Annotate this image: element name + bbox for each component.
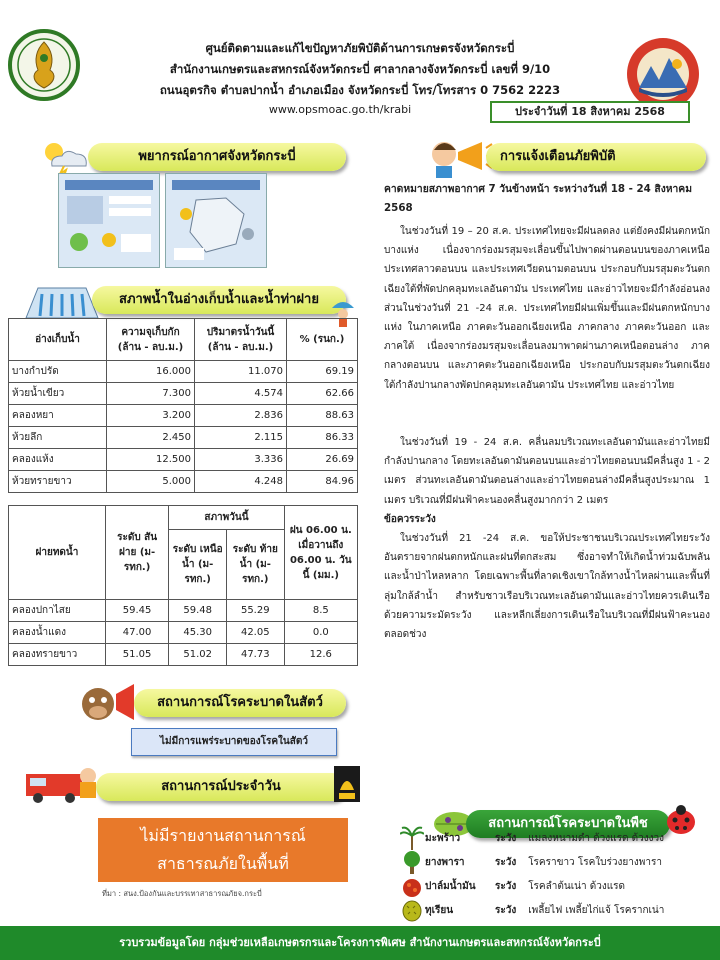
- col-header: % (รนก.): [287, 319, 358, 361]
- volume: 2.115: [195, 427, 287, 449]
- weather-banner: พยากรณ์อากาศจังหวัดกระบี่: [88, 143, 346, 171]
- capacity: 12.500: [107, 449, 195, 471]
- col-header: ฝายทดน้ำ: [9, 506, 106, 600]
- fire-truck-icon: [22, 760, 102, 804]
- weir-name: คลองน้ำแดง: [9, 622, 106, 644]
- header-office: สำนักงานเกษตรและสหกรณ์จังหวัดกระบี่ ศาลากลางจังหวัดกระบี่ เลขที่ 9/10: [169, 62, 551, 76]
- plant-row-coconut: [425, 828, 664, 850]
- volume: 2.836: [195, 405, 287, 427]
- percent: 84.96: [287, 471, 358, 493]
- disease-list: เพลี้ยไฟ เพลี้ยไก่แจ้ โรครากเน่า: [528, 905, 665, 916]
- reservoir-name: บางกำปรัด: [9, 361, 107, 383]
- plant-row-palm: [425, 876, 625, 898]
- megaphone-kid-icon: [428, 136, 494, 178]
- col-header: ปริมาตรน้ำวันนี้ (ล้าน - ลบ.ม.): [195, 319, 287, 361]
- disaster-dept-logo: [334, 766, 360, 802]
- header-website[interactable]: www.opsmoac.go.th/krabi: [268, 103, 412, 116]
- table-row: [9, 405, 358, 427]
- coconut-icon: [400, 826, 424, 850]
- crop-name: มะพร้าว: [425, 833, 461, 844]
- col-header: อ่างเก็บน้ำ: [9, 319, 107, 361]
- col-header: ระดับ สันฝาย (ม-รทก.): [105, 506, 169, 600]
- crop-name: ปาล์มน้ำมัน: [425, 881, 476, 892]
- col-header: สภาพวันนี้: [169, 506, 284, 530]
- reservoir-table: [8, 318, 358, 493]
- daily-source: ที่มา : สนง.ป้องกันและบรรเทาสาธารณภัยจ.กระบี่: [102, 889, 262, 898]
- ladybug-icon: [664, 804, 698, 836]
- percent: 26.69: [287, 449, 358, 471]
- capacity: 7.300: [107, 383, 195, 405]
- water-banner: สภาพน้ำในอ่างเก็บน้ำและน้ำท่าฝาย: [92, 286, 346, 314]
- volume: 4.574: [195, 383, 287, 405]
- volume: 11.070: [195, 361, 287, 383]
- col-header: ความจุเก็บกัก (ล้าน - ลบ.ม.): [107, 319, 195, 361]
- footer: รวบรวมข้อมูลโดย กลุ่มช่วยเหลือเกษตรกรและโครงการพิเศษ สำนักงานเกษตรและสหกรณ์จังหวัดกระบี่: [0, 926, 720, 960]
- durian-icon: [400, 898, 424, 922]
- table-row: [9, 471, 358, 493]
- cow-megaphone-icon: [76, 680, 140, 722]
- percent: 62.66: [287, 383, 358, 405]
- weather-icon: [34, 136, 94, 176]
- percent: 69.19: [287, 361, 358, 383]
- caution-title: ข้อควรระวัง: [384, 514, 436, 525]
- table-row: [9, 644, 358, 666]
- capacity: 2.450: [107, 427, 195, 449]
- plant-row-rubber: [425, 852, 662, 874]
- animal-banner: สถานการณ์โรคระบาดในสัตว์: [134, 689, 346, 717]
- capacity: 3.200: [107, 405, 195, 427]
- alert-level: ระวัง: [495, 833, 517, 844]
- crest-level: 51.05: [105, 644, 169, 666]
- rainfall: 12.6: [284, 644, 357, 666]
- forecast-paragraph-2: ในช่วงวันที่ 19 - 24 ส.ค. คลื่นลมบริเวณทะเลอันดามันและอ่าวไทยมีกำลังปานกลาง โดยทะเลอันดามันตอนบนและอ่าวไทยตอนบนมีคลื่นสูง 1 - 2 เมตร ส่วนทะเลอันดามันตอนล่างและอ่าวไทยตอนล่างมีคลื่นสูงประมาณ 1 เมตร บริเวณที่มีฝนฟ้าคะนองคลื่นสูงมากกว่า 2 เมตร: [384, 437, 710, 506]
- rainfall: 0.0: [284, 622, 357, 644]
- ministry-logo: [8, 24, 80, 106]
- daily-banner: สถานการณ์ประจำวัน: [96, 773, 346, 801]
- palm-oil-icon: [400, 874, 424, 898]
- weir-table: [8, 505, 358, 666]
- upstream-level: 59.48: [169, 600, 227, 622]
- volume: 3.336: [195, 449, 287, 471]
- col-header: ฝน 06.00 น. เมื่อวานถึง 06.00 น. วันนี้ (มม.): [284, 506, 357, 600]
- alert-level: ระวัง: [495, 905, 517, 916]
- table-row: [9, 383, 358, 405]
- plant-row-durian: [425, 900, 664, 922]
- rubber-icon: [400, 850, 424, 874]
- warning-banner: การแจ้งเตือนภัยพิบัติ: [486, 143, 706, 171]
- table-row: [9, 361, 358, 383]
- reservoir-name: คลองหยา: [9, 405, 107, 427]
- percent: 88.63: [287, 405, 358, 427]
- table-row: [9, 427, 358, 449]
- volume: 4.248: [195, 471, 287, 493]
- table-row: [9, 600, 358, 622]
- col-header: ระดับ เหนือน้ำ (ม-รทก.): [169, 530, 227, 600]
- weir-name: คลองทรายขาว: [9, 644, 106, 666]
- disease-list: โรคราขาว โรคใบร่วงยางพารา: [528, 857, 662, 868]
- header-address: ถนนอุตรกิจ ตำบลปากน้ำ อำเภอเมือง จังหวัดกระบี่ โทร/โทรสาร 0 7562 2223: [159, 83, 561, 97]
- animal-status: ไม่มีการแพร่ระบาดของโรคในสัตว์: [131, 728, 337, 756]
- reservoir-name: คลองแห้ง: [9, 449, 107, 471]
- crest-level: 47.00: [105, 622, 169, 644]
- forecast-title: คาดหมายสภาพอากาศ 7 วันข้างหน้า ระหว่างวันที่ 18 - 24 สิงหาคม 2568: [384, 183, 692, 215]
- table-row: [9, 449, 358, 471]
- downstream-level: 47.73: [226, 644, 284, 666]
- capacity: 16.000: [107, 361, 195, 383]
- reservoir-name: ห้วยน้ำเขียว: [9, 383, 107, 405]
- disease-list: โรคลำต้นเน่า ด้วงแรด: [528, 881, 626, 892]
- alert-level: ระวัง: [495, 881, 517, 892]
- crop-name: ทุเรียน: [425, 905, 454, 916]
- daily-status-line1: ไม่มีรายงานสถานการณ์: [140, 826, 306, 845]
- downstream-level: 55.29: [226, 600, 284, 622]
- disease-list: แมลงหนามดำ ด้วงแรด ด้วงงวง: [528, 833, 665, 844]
- reservoir-name: ห้วยทรายขาว: [9, 471, 107, 493]
- plant-banner: สถานการณ์โรคระบาดในพืช: [466, 810, 670, 838]
- report-date: ประจำวันที่ 18 สิงหาคม 2568: [490, 101, 690, 123]
- header-title: ศูนย์ติดตามและแก้ไขปัญหาภัยพิบัติด้านการเกษตรจังหวัดกระบี่: [205, 41, 515, 55]
- forecast-paragraph-1: ในช่วงวันที่ 19 – 20 ส.ค. ประเทศไทยจะมีฝนลดลง แต่ยังคงมีฝนตกหนักบางแห่ง เนื่องจากร่องมรสุมจะเลื่อนขึ้นไปพาดผ่านตอนบนของภาคเหนือประเทศลาวตอนบน และประเทศเวียดนามตอนบน ประกอบกับมรสุมตะวันตกเฉียงใต้ที่พัดปกคลุมทะเลอันดามัน ประเทศไทย และอ่าวไทยจะมีกำลังอ่อนลง ส่วนในช่วงวันที่ 21 -24 ส.ค. ประเทศไทยมีฝนเพิ่มขึ้นและมีฝนตกหนักบางแห่ง ในภาคเหนือ ภาคตะวันออกเฉียงเหนือ ภาคกลาง ภาคตะวันออก และภาคใต้ เนื่องจากร่องมรสุมจะเลื่อนลงมาพาดผ่านภาคเหนือตอนล่าง ภาคกลางตอนบน และภาคตะวันออกเฉียงเหนือ ประกอบกับมรสุมตะวันตกเฉียงใต้กำลังปานกลางพัดปกคลุมทะเลอันดามัน ประเทศไทย และอ่าวไทย: [384, 226, 710, 391]
- reservoir-name: ห้วยลึก: [9, 427, 107, 449]
- percent: 86.33: [287, 427, 358, 449]
- capacity: 5.000: [107, 471, 195, 493]
- upstream-level: 45.30: [169, 622, 227, 644]
- col-header: ระดับ ท้ายน้ำ (ม-รทก.): [226, 530, 284, 600]
- daily-status: [98, 818, 348, 882]
- crest-level: 59.45: [105, 600, 169, 622]
- upstream-level: 51.02: [169, 644, 227, 666]
- forecast-image-2[interactable]: [165, 173, 267, 268]
- crop-name: ยางพารา: [425, 857, 465, 868]
- rainfall: 8.5: [284, 600, 357, 622]
- alert-level: ระวัง: [495, 857, 517, 868]
- downstream-level: 42.05: [226, 622, 284, 644]
- weir-name: คลองปกาไสย: [9, 600, 106, 622]
- caution-paragraph: ในช่วงวันที่ 21 -24 ส.ค. ขอให้ประชาชนบริเวณประเทศไทยระวังอันตรายจากฝนตกหนักและฝนที่ตกสะสม ซึ่งอาจทำให้เกิดน้ำท่วมฉับพลันและน้ำป่าไหลหลาก โดยเฉพาะพื้นที่ลาดเชิงเขาใกล้ทางน้ำไหลผ่านและพื้นที่ลุ่มใกล้ลำน้ำ สำหรับชาวเรือบริเวณทะเลอันดามันและอ่าวไทยควรเดินเรือด้วยความระมัดระวัง และหลีกเลี่ยงการเดินเรือในบริเวณที่มีฝนฟ้าคะนอง ตลอดช่วง: [384, 533, 710, 641]
- daily-status-line2: สาธารณภัยในพื้นที่: [157, 854, 289, 873]
- dam-icon: [22, 280, 102, 322]
- table-row: [9, 622, 358, 644]
- forecast-image-1[interactable]: [58, 173, 160, 268]
